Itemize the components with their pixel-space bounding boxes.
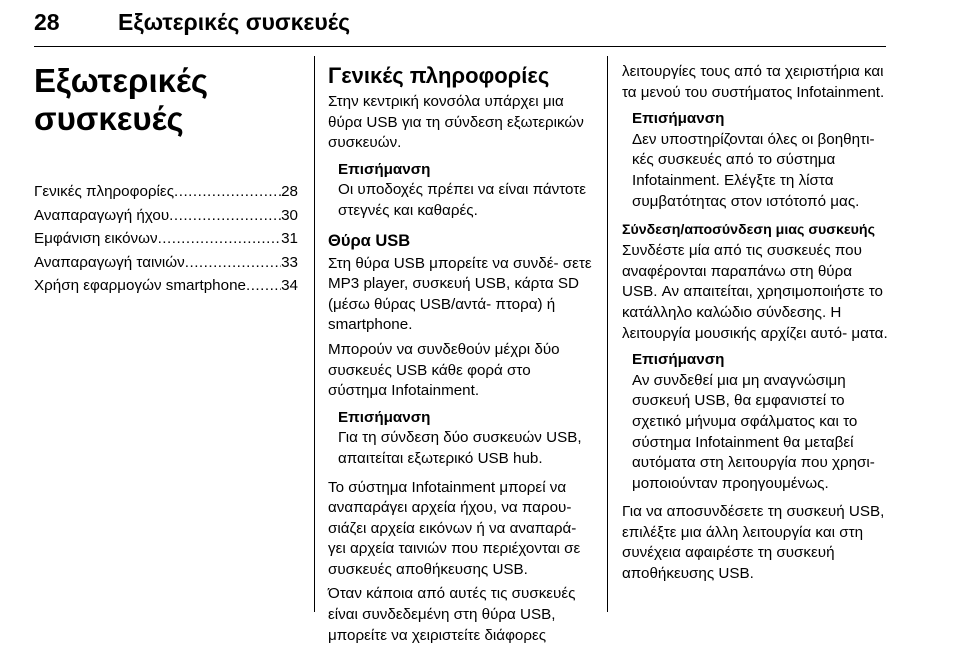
toc-item-label: Εμφάνιση εικόνων bbox=[34, 230, 158, 247]
intro-paragraph: Στην κεντρική κονσόλα υπάρχει μια θύρα USB για τη σύνδεση εξωτερικών συσκευών. bbox=[328, 93, 584, 152]
toc-item-page: 34 bbox=[281, 277, 298, 294]
note-box bbox=[632, 350, 888, 494]
note-title: Επισήμανση bbox=[632, 110, 725, 128]
column-left bbox=[34, 62, 298, 298]
toc-item[interactable] bbox=[34, 180, 298, 204]
note-box bbox=[338, 408, 592, 470]
toc-item[interactable] bbox=[34, 274, 298, 298]
page-number: 28 bbox=[34, 9, 60, 35]
section-title bbox=[34, 62, 298, 138]
note-text: Αν συνδεθεί μια μη αναγνώσιμη συσκευή USB, θα εμφανιστεί το σχετικό μήνυμα σφάλματος και το σύστημα Infotainment θα μεταβεί αυτόματα στη λειτουργία που χρησι- μοποιούνταν προηγουμένως. bbox=[632, 371, 875, 492]
usb-paragraph-2: Μπορούν να συνδεθούν μέχρι δύο συσκευές USB κάθε φορά στο σύστημα Infotainment. bbox=[328, 340, 560, 400]
connect-paragraph: Συνδέστε μία από τις συσκευές που αναφέρονται παραπάνω στη θύρα USB. Αν απαιτείται, χρησιμοποιήστε το κατάλληλο καλώδιο σύνδεσης. Η λειτουργία μουσικής αρχίζει αυτό- ματα. bbox=[622, 242, 888, 342]
note-box bbox=[632, 109, 888, 212]
toc-item-label: Αναπαραγωγή ταινιών bbox=[34, 253, 185, 271]
note-text: Δεν υποστηρίζονται όλες οι βοηθητι- κές συσκευές από το σύστημα Infotainment. Ελέγξτε τη λίστα συμβατότητας στον ιστότοπό μας. bbox=[632, 130, 875, 210]
table-of-contents bbox=[34, 180, 298, 298]
header-divider bbox=[34, 46, 886, 47]
connect-disconnect-heading: Σύνδεση/αποσύνδεση μιας συσκευής bbox=[622, 222, 875, 239]
toc-item-page: 33 bbox=[281, 253, 298, 271]
column-divider-1 bbox=[314, 56, 315, 612]
usb-port-heading: Θύρα USB bbox=[328, 231, 411, 250]
note-title: Επισήμανση bbox=[338, 408, 431, 426]
toc-leader-dots bbox=[185, 251, 281, 275]
toc-item-page: 28 bbox=[281, 183, 298, 200]
toc-item-page: 31 bbox=[281, 230, 298, 247]
note-text: Για τη σύνδεση δύο συσκευών USB, απαιτείται εξωτερικό USB hub. bbox=[338, 429, 582, 467]
toc-item[interactable] bbox=[34, 204, 298, 228]
toc-leader-dots bbox=[174, 180, 281, 204]
column-right bbox=[622, 62, 888, 589]
section-title-line2: συσκευές bbox=[34, 100, 184, 137]
section-title-line1: Εξωτερικές bbox=[34, 62, 209, 99]
usb-paragraph-4: Όταν κάποια από αυτές τις συσκευές είναι συνδεδεμένη στη θύρα USB, μπορείτε να χειριστείτε διάφορες bbox=[328, 585, 576, 644]
toc-leader-dots bbox=[158, 227, 282, 251]
toc-leader-dots bbox=[169, 204, 281, 228]
column-divider-2 bbox=[607, 56, 608, 612]
toc-leader-dots bbox=[246, 274, 281, 298]
note-box bbox=[338, 160, 592, 222]
note-title: Επισήμανση bbox=[632, 351, 725, 369]
continued-paragraph: λειτουργίες τους από τα χειριστήρια και τα μενού του συστήματος Infotainment. bbox=[622, 63, 885, 101]
toc-item-label: Γενικές πληροφορίες bbox=[34, 183, 175, 200]
toc-item[interactable] bbox=[34, 251, 298, 275]
note-text: Οι υποδοχές πρέπει να είναι πάντοτε στεγνές και καθαρές. bbox=[338, 181, 587, 219]
chapter-title: Εξωτερικές συσκευές bbox=[118, 9, 351, 35]
page-header bbox=[34, 6, 886, 46]
disconnect-paragraph: Για να αποσυνδέσετε τη συσκευή USB, επιλέξτε μια άλλη λειτουργία και στη συνέχεια αφαιρέστε τη συσκευή αποθήκευσης USB. bbox=[622, 503, 885, 583]
toc-item[interactable] bbox=[34, 227, 298, 251]
column-middle bbox=[328, 62, 592, 650]
general-info-heading: Γενικές πληροφορίες bbox=[328, 63, 550, 88]
usb-paragraph-1: Στη θύρα USB μπορείτε να συνδέ- σετε MP3 player, συσκευή USB, κάρτα SD (μέσω θύρας USB/αντά- πτορα) ή smartphone. bbox=[328, 254, 592, 334]
note-title: Επισήμανση bbox=[338, 160, 431, 178]
toc-item-label: Χρήση εφαρμογών smartphone bbox=[34, 277, 246, 294]
toc-item-label: Αναπαραγωγή ήχου bbox=[34, 206, 170, 224]
toc-item-page: 30 bbox=[281, 206, 298, 224]
usb-paragraph-3: Το σύστημα Infotainment μπορεί να αναπαράγει αρχεία ήχου, να παρου- σιάζει αρχεία εικόνων ή να αναπαρά- γει αρχεία ταινιών που περιέχονται σε συσκευές αποθήκευσης USB. bbox=[328, 478, 581, 578]
